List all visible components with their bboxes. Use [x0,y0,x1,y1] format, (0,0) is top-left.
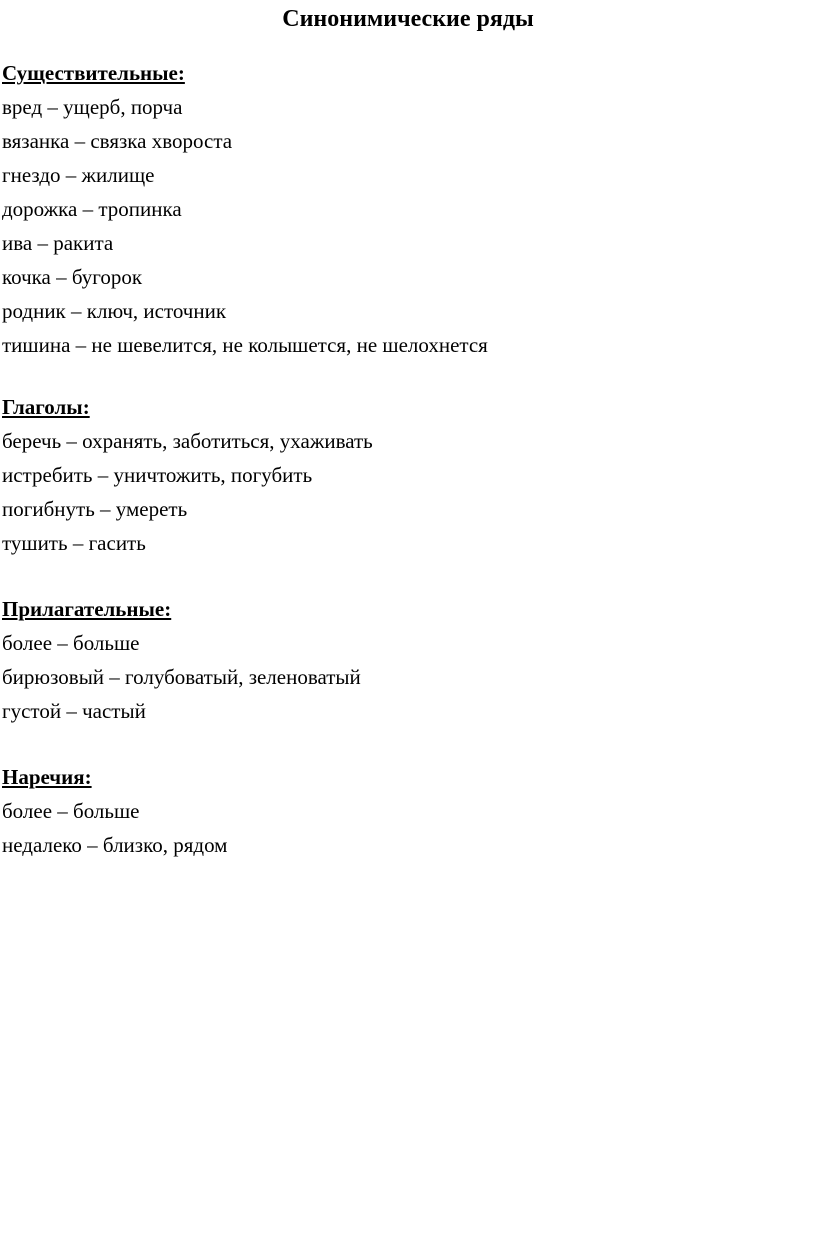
section-nouns [2,56,488,362]
list-item: недалеко – близко, рядом [2,833,228,857]
section-heading-verbs: Глаголы: [2,395,90,419]
section-adverbs [2,760,227,862]
section-heading-adverbs: Наречия: [2,765,92,789]
list-item: дорожка – тропинка [2,197,182,221]
list-item: истребить – уничтожить, погубить [2,463,313,487]
list-item: более – больше [2,799,140,823]
list-item: бирюзовый – голубоватый, зеленоватый [2,665,361,689]
adjectives-list [2,626,361,728]
section-heading-adjectives: Прилагательные: [2,597,172,621]
list-item: более – больше [2,631,140,655]
list-item: гнездо – жилище [2,163,155,187]
verbs-list [2,424,373,560]
adverbs-list [2,794,227,862]
list-item: тушить – гасить [2,531,146,555]
list-item: беречь – охранять, заботиться, ухаживать [2,429,373,453]
section-heading-nouns: Существительные: [2,61,185,85]
list-item: тишина – не шевелится, не колышется, не шелохнется [2,333,488,357]
list-item: вред – ущерб, порча [2,95,183,119]
list-item: вязанка – связка хвороста [2,129,233,153]
list-item: кочка – бугорок [2,265,143,289]
list-item: густой – частый [2,699,146,723]
nouns-list [2,90,488,362]
list-item: ива – ракита [2,231,114,255]
list-item: родник – ключ, источник [2,299,227,323]
page-title: Синонимические ряды [282,6,534,32]
list-item: погибнуть – умереть [2,497,188,521]
section-adjectives [2,592,361,728]
section-verbs [2,390,373,560]
